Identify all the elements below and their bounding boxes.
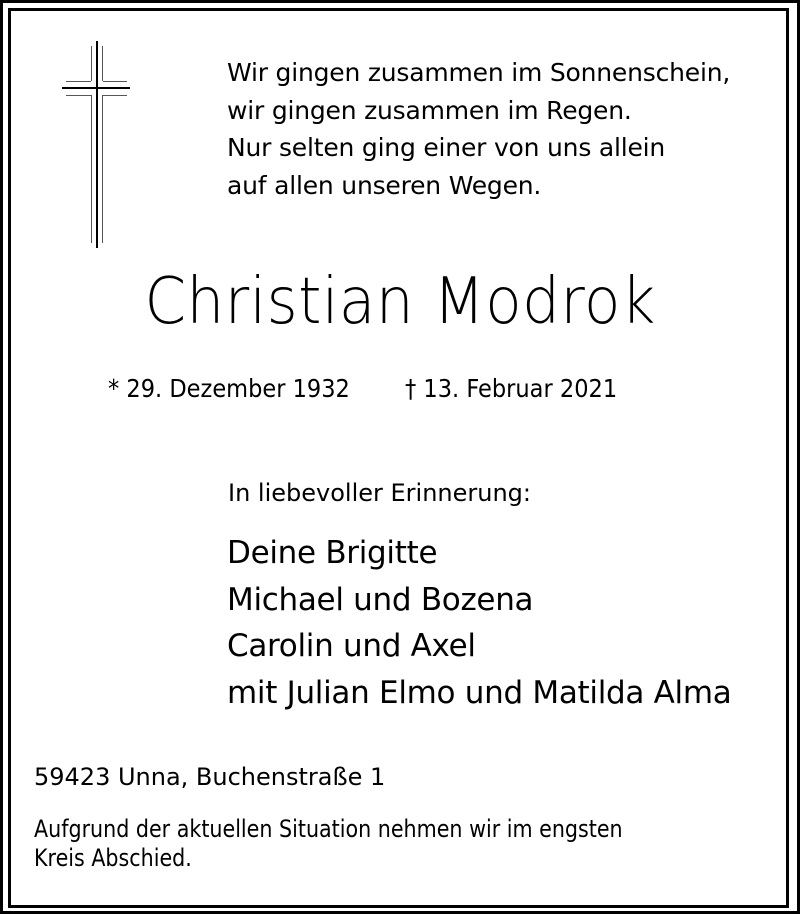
mourners-list: [227, 530, 731, 716]
deceased-name: Christian Modrok: [144, 265, 656, 339]
address: 59423 Unna, Buchenstraße 1: [34, 763, 386, 791]
memory-heading: In liebevoller Erinnerung:: [228, 479, 531, 507]
mourner: mit Julian Elmo und Matilda Alma: [227, 674, 732, 711]
poem: [227, 54, 730, 204]
mourner: Deine Brigitte: [227, 535, 438, 571]
poem-line: auf allen unseren Wegen.: [227, 170, 542, 200]
mourner: Michael und Bozena: [227, 581, 534, 618]
poem-line: wir gingen zusammen im Regen.: [227, 95, 632, 125]
poem-line: Nur selten ging einer von uns allein: [227, 133, 666, 162]
poem-line: Wir gingen zusammen im Sonnenschein,: [227, 58, 731, 87]
farewell-notice: [34, 815, 623, 873]
mourner: Carolin und Axel: [227, 628, 476, 664]
cross-icon: [0, 0, 200, 260]
notice-line: Kreis Abschied.: [34, 844, 192, 872]
death-date: † 13. Februar 2021: [405, 374, 618, 403]
notice-line: Aufgrund der aktuellen Situation nehmen wir im engsten: [34, 815, 623, 843]
birth-date: * 29. Dezember 1932: [108, 374, 350, 403]
